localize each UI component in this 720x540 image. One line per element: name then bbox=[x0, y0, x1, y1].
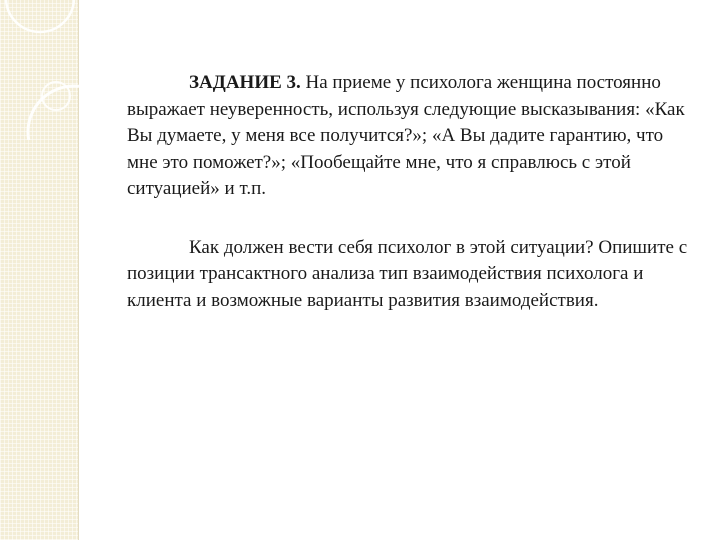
decorative-circles-ornament bbox=[0, 0, 80, 140]
question-text: Как должен вести себя психолог в этой ситуации? Опишите с позиции трансактного анализа тип взаимодействия психолога и клиента и возможные варианты развития взаимодействия. bbox=[127, 236, 688, 311]
slide-text-body bbox=[127, 70, 697, 314]
task-label: ЗАДАНИЕ 3. bbox=[189, 72, 301, 93]
task-text: На приеме у психолога женщина постоянно выражает неуверенность, используя следующие высказывания: «Как Вы думаете, у меня все получится?»; «А Вы дадите гарантию, что мне это поможет?»; «Пообещайте мне, что я справлюсь с этой ситуацией» и т.п. bbox=[127, 72, 685, 199]
question-paragraph bbox=[127, 235, 697, 315]
task-paragraph bbox=[127, 70, 697, 203]
